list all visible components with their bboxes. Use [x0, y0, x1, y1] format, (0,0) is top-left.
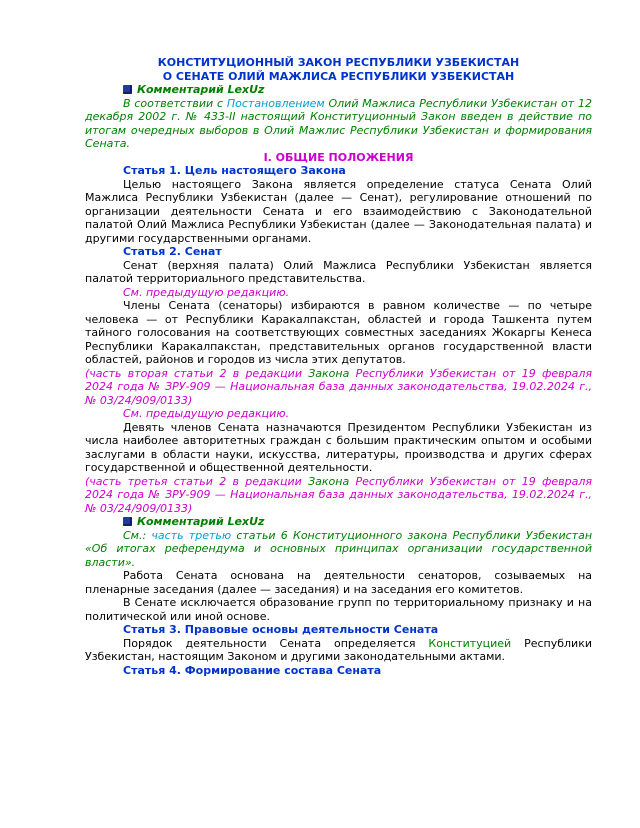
- text-run: I. ОБЩИЕ ПОЛОЖЕНИЯ: [263, 150, 414, 164]
- document-title: [85, 56, 592, 70]
- edition-note: [85, 475, 592, 516]
- text-run: Олий Мажлиса Республики Узбекистан от 12 декабря 2002 г. № 433-II настоящий Конституционный Закон введен в действие по итогам очередных выборов в Олий Мажлис Республики Узбекистан и формирования Сената.: [85, 96, 592, 150]
- inline-link[interactable]: Закона: [308, 474, 350, 488]
- text-run: Работа Сената основана на деятельности сенаторов, созываемых на пленарные заседания (далее — заседания) и на заседания его комитетов.: [85, 569, 592, 596]
- text-run: (часть третья статьи 2 в редакции: [85, 474, 309, 488]
- text-run: Республики Узбекистан, настоящим Законом и другими законодательными актами.: [85, 636, 592, 663]
- article-heading: [85, 623, 592, 637]
- inline-link[interactable]: Конституцией: [428, 636, 512, 650]
- lexuz-comment-label: [85, 83, 592, 97]
- see-previous-edition-note: [85, 407, 592, 421]
- body-paragraph: [85, 259, 592, 286]
- body-paragraph: [85, 421, 592, 475]
- text-run: Девять членов Сената назначаются Президентом Республики Узбекистан из числа наиболее авторитетных граждан с большим практическим опытом и особыми заслугами в области науки, искусства, литературы, производства и других сферах государственной и общественной деятельности.: [85, 420, 592, 474]
- text-run: (часть вторая статьи 2 в редакции: [85, 366, 309, 380]
- lexuz-comment-label: [85, 515, 592, 529]
- body-paragraph: [85, 569, 592, 596]
- text-run: Статья 1. Цель настоящего Закона: [123, 164, 346, 177]
- text-run: Члены Сената (сенаторы) избираются в равном количестве — по четыре человека — от Республики Каракалпакстан, областей и города Ташкента путем тайного голосования на соответствующих совместных заседаниях Жокаргы Кенеса Республики Каракалпакстан, представительных органов государственной власти областей, районов и городов из числа этих депутатов.: [85, 299, 592, 366]
- text-run: Статья 3. Правовые основы деятельности Сената: [123, 623, 439, 636]
- text-run: Статья 4. Формирование состава Сената: [123, 663, 382, 677]
- article-heading: [85, 664, 592, 678]
- document-subtitle: [85, 70, 592, 84]
- text-run: Порядок деятельности Сената определяется: [123, 636, 429, 650]
- see-previous-edition-note: [85, 286, 592, 300]
- lexuz-icon: [123, 517, 132, 526]
- edition-note: [85, 367, 592, 408]
- text-run: В соответствии с: [123, 96, 227, 110]
- article-heading: [85, 164, 592, 178]
- text-run: См.:: [123, 528, 152, 542]
- text-run: Комментарий LexUz: [137, 83, 265, 96]
- text-run: Сенат (верхняя палата) Олий Мажлиса Республики Узбекистан является палатой территориального представительства.: [85, 258, 592, 285]
- text-run: Статья 2. Сенат: [123, 245, 222, 258]
- text-run: Республики Узбекистан от 19 февраля 2024 года № ЗРУ-909 — Национальная база данных законодательства, 19.02.2024 г., № 03/24/909/0133): [85, 474, 593, 515]
- article-heading: [85, 245, 592, 259]
- see-previous-edition-link[interactable]: См. предыдущую редакцию.: [123, 285, 290, 299]
- inline-link[interactable]: Закона: [308, 366, 350, 380]
- text-run: В Сенате исключается образование групп по территориальному признаку и на политической или иной основе.: [85, 596, 592, 623]
- text-run: статьи 6 Конституционного закона Республики Узбекистан «Об итогах референдума и основных принципах организации государственной власти».: [85, 528, 593, 569]
- body-paragraph: [85, 299, 592, 367]
- lexuz-comment-text: [85, 529, 592, 570]
- inline-link[interactable]: Постановлением: [226, 96, 325, 110]
- text-run: Комментарий LexUz: [137, 515, 265, 528]
- text-run: КОНСТИТУЦИОННЫЙ ЗАКОН РЕСПУБЛИКИ УЗБЕКИСТАН: [157, 56, 520, 69]
- see-previous-edition-link[interactable]: См. предыдущую редакцию.: [123, 407, 290, 420]
- lexuz-icon: [123, 85, 132, 94]
- body-paragraph: [85, 178, 592, 246]
- text-run: Республики Узбекистан от 19 февраля 2024 года № ЗРУ-909 — Национальная база данных законодательства, 19.02.2024 г., № 03/24/909/0133): [85, 366, 592, 407]
- body-paragraph: [85, 596, 592, 623]
- text-run: Целью настоящего Закона является определение статуса Сената Олий Мажлиса Республики Узбекистан (далее — Сенат), регулирование отношений по организации деятельности Сената и его взаимодействию с Законодательной палатой Олий Мажлиса Республики Узбекистан (далее — Законодательная палата) и другими государственными органами.: [85, 177, 592, 245]
- lexuz-comment-text: [85, 97, 592, 151]
- text-run: О СЕНАТЕ ОЛИЙ МАЖЛИСА РЕСПУБЛИКИ УЗБЕКИСТАН: [162, 69, 515, 83]
- section-heading: [85, 151, 592, 165]
- body-paragraph: [85, 637, 592, 664]
- inline-link[interactable]: часть третью: [151, 528, 232, 542]
